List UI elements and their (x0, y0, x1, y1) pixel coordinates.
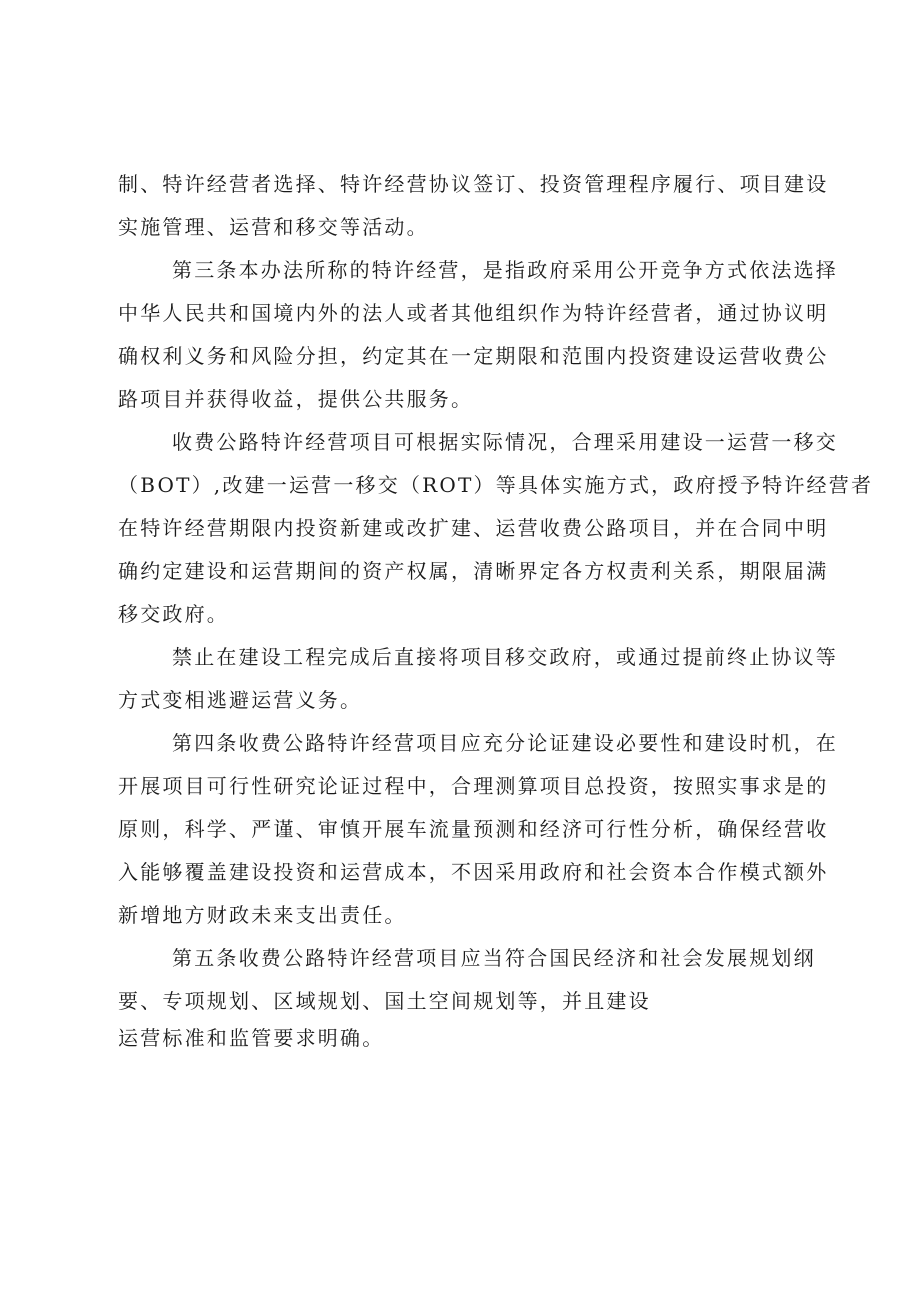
text-line: 方式变相逃避运营义务。 (118, 688, 363, 712)
paragraph-article-4-start: 第四条收费公路特许经营项目应充分论证建设必要性和建设时机，在 (172, 731, 838, 755)
text-line: 确权利义务和风险分担，约定其在一定期限和范围内投资建设运营收费公 (118, 344, 829, 368)
text-line: 运营标准和监管要求明确。 (118, 1026, 385, 1050)
text-line: 新增地方财政未来支出责任。 (118, 903, 407, 927)
text-line: 路项目并获得收益，提供公共服务。 (118, 387, 474, 411)
paragraph-article-3-start: 第三条本办法所称的特许经营，是指政府采用公开竞争方式依法选择 (172, 258, 838, 282)
text-line: 在特许经营期限内投资新建或改扩建、运营收费公路项目，并在合同中明 (118, 516, 829, 540)
paragraph-article-5-start: 第五条收费公路特许经营项目应当符合国民经济和社会发展规划纲 (172, 946, 816, 970)
text-line: 实施管理、运营和移交等活动。 (118, 215, 429, 239)
text-line: 制、特许经营者选择、特许经营协议签订、投资管理程序履行、项目建设 (118, 172, 829, 196)
text-line: 入能够覆盖建设投资和运营成本，不因采用政府和社会资本合作模式额外 (118, 860, 829, 884)
text-line: 中华人民共和国境内外的法人或者其他组织作为特许经营者，通过协议明 (118, 301, 829, 325)
paragraph-prohibition-start: 禁止在建设工程完成后直接将项目移交政府，或通过提前终止协议等 (172, 645, 838, 669)
text-line: （BOT）,改建一运营一移交（ROT）等具体实施方式，政府授予特许经营者 (118, 473, 874, 497)
text-line: 要、专项规划、区域规划、国土空间规划等，并且建设 (118, 989, 651, 1013)
text-line: 确约定建设和运营期间的资产权属，清晰界定各方权责利关系，期限届满 (118, 559, 829, 583)
text-line: 原则，科学、严谨、审慎开展车流量预测和经济可行性分析，确保经营收 (118, 817, 829, 841)
paragraph-implementation-start: 收费公路特许经营项目可根据实际情况，合理采用建设一运营一移交 (172, 430, 838, 454)
text-line: 移交政府。 (118, 602, 229, 626)
text-line: 开展项目可行性研究论证过程中，合理测算项目总投资，按照实事求是的 (118, 774, 829, 798)
